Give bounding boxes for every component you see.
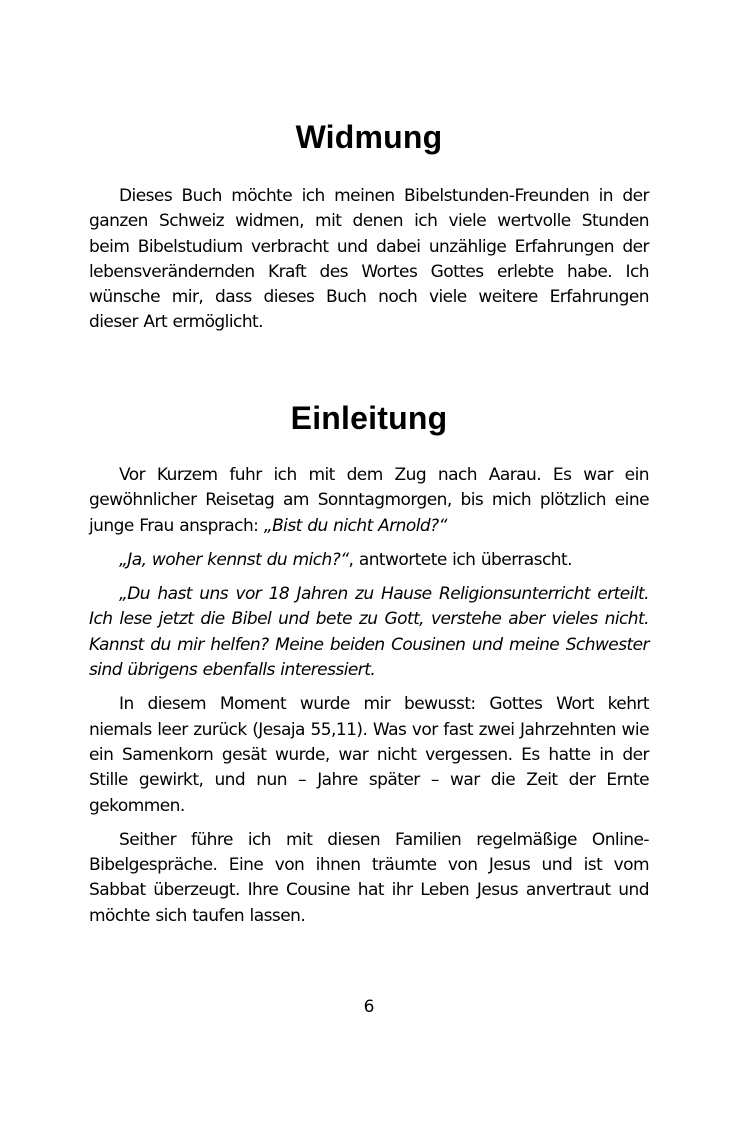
introduction-heading: Einleitung [290, 400, 448, 436]
intro-paragraph-2 [89, 548, 649, 573]
introduction-section [89, 463, 649, 929]
dedication-heading: Widmung [295, 119, 443, 155]
intro-paragraph-2-quote: „Ja, woher kennst du mich?“ [119, 549, 349, 570]
intro-paragraph-5: Seither führe ich mit diesen Familien regelmäßige Online-Bibelgespräche. Eine von ihnen träumte von Jesus und ist vom Sabbat überzeugt. Ihre Cousine hat ihr Leben Jesus anvertraut und möchte sich taufen lassen. [89, 829, 649, 926]
intro-paragraph-1-quote: „Bist du nicht Arnold?“ [263, 515, 447, 536]
dedication-section [89, 184, 649, 336]
intro-paragraph-3: „Du hast uns vor 18 Jahren zu Hause Religionsunterricht erteilt. Ich lese jetzt die Bibel und bete zu Gott, verstehe aber vieles nicht. Kannst du mir helfen? Meine beiden Cousinen und meine Schwester sind übrigens ebenfalls interessiert. [89, 584, 649, 681]
intro-paragraph-1 [89, 463, 649, 539]
intro-paragraph-2-text: , antwortete ich überrascht. [348, 549, 572, 570]
intro-paragraph-4: In diesem Moment wurde mir bewusst: Gottes Wort kehrt niemals leer zurück (Jesaja 55,11). Was vor fast zwei Jahrzehnten wie ein Samenkorn gesät wurde, war nicht vergessen. Es hatte in der Stille gewirkt, und nun – Jahre später – war die Zeit der Ernte gekommen. [89, 694, 649, 816]
page-number: 6 [363, 997, 375, 1017]
intro-paragraph-1-text: Vor Kurzem fuhr ich mit dem Zug nach Aarau. Es war ein gewöhnlicher Reisetag am Sonntagmorgen, bis mich plötzlich eine junge Frau ansprach: [89, 465, 649, 536]
dedication-paragraph: Dieses Buch möchte ich meinen Bibelstunden-Freunden in der ganzen Schweiz widmen, mit denen ich viele wertvolle Stunden beim Bibelstudium verbracht und dabei unzählige Erfahrungen der lebensverändernden Kraft des Wortes Gottes erlebte habe. Ich wünsche mir, dass dieses Buch noch viele weitere Erfahrungen dieser Art ermöglicht. [89, 186, 649, 333]
